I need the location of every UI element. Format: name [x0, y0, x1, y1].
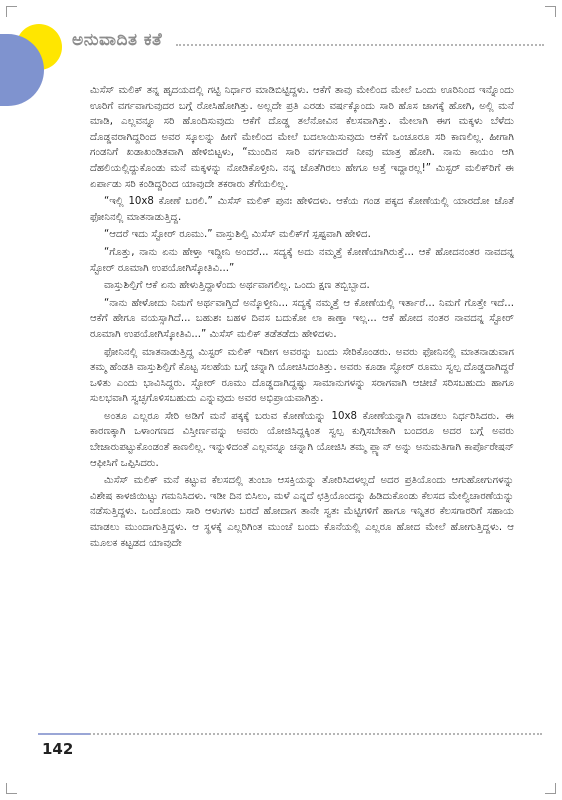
- footer-accent-line: [38, 733, 90, 735]
- paragraph: ಫೋನಿನಲ್ಲಿ ಮಾತನಾಡುತ್ತಿದ್ದ ಮಿಸ್ಟರ್ ಮಲಿಕ್ ಇದೀಗ ಅವರನ್ನು ಬಂದು ಸೇರಿಕೊಂಡರು. ಅವರು ಫೋನಿನಲ್ಲಿ ಮಾತನಾಡುವಾಗ ತಮ್ಮ ಹೆಂಡತಿ ವಾಸ್ತುಶಿಲ್ಪಿಗೆ ಕೊಟ್ಟ ಸಲಹೆಯ ಬಗ್ಗೆ ಚನ್ನಾಗಿ ಯೋಚಿಸಿದಂತಿತ್ತು. ಅವರು ಕೂಡಾ ಸ್ಟೋರ್ ರೂಮು ಸ್ವಲ್ಪ ದೊಡ್ಡದಾಗಿದ್ದರೆ ಒಳಿತು ಎಂದು ಭಾವಿಸಿದ್ದರು. ಸ್ಟೋರ್ ರೂಮು ದೊಡ್ಡದಾಗಿದ್ದಷ್ಟು ಸಾಮಾನುಗಳನ್ನು ಸರಾಗವಾಗಿ ಆಚೀಚೆ ಸರಿಸಬಹುದು ಹಾಗೂ ಸುಲಭವಾಗಿ ಸ್ವಚ್ಛಗೊಳಿಸಬಹುದು ಎನ್ನುವುದು ಅವರ ಅಭಿಪ್ರಾಯವಾಗಿತ್ತು.: [90, 346, 514, 405]
- paragraph: “ಇಲ್ಲಿ 10x8 ಕೋಣೆ ಬರಲಿ.” ಮಿಸೆಸ್ ಮಲಿಕ್ ಪುನಃ ಹೇಳಿದಳು. ಆಕೆಯ ಗಂಡ ಪಕ್ಕದ ಕೋಣೆಯಲ್ಲಿ ಯಾರದೋ ಜೊತೆ ಫೋನಿನಲ್ಲಿ ಮಾತನಾಡುತ್ತಿದ್ದ.: [90, 196, 514, 223]
- paragraph: “ನಾನು ಹೇಳೋದು ನಿಮಗೆ ಅರ್ಥವಾಗ್ತಿದೆ ಅನ್ಕೊಳ್ತೀನಿ... ಸದ್ಯಕ್ಕೆ ನಮ್ಮತ್ತೆ ಆ ಕೋಣೆಯಲ್ಲಿ ಇರ್ತಾರೆ... ನಿಮಗೆ ಗೊತ್ತೇ ಇದೆ... ಆಕೆಗೆ ಹೇಗೂ ವಯಸ್ಸಾಗಿದೆ... ಬಹುಶಃ ಬಹಳ ದಿವಸ ಬದುಕೋ ಲಾ ಕಾಣ್ತಾ ಇಲ್ಲ... ಆಕೆ ಹೋದ ನಂತರ ನಾವದನ್ನ ಸ್ಟೋರ್ ರೂಮಾಗಿ ಉಪಯೋಗಿಸ್ಕೋತಿವಿ...” ಮಿಸೆಸ್ ಮಲಿಕ್ ತಡೆತಡೆದು ಹೇಳಿದಳು.: [90, 297, 514, 340]
- paragraph: “ಆದರೆ ಇದು ಸ್ಟೋರ್ ರೂಮು.” ವಾಸ್ತುಶಿಲ್ಪಿ ಮಿಸೆಸ್ ಮಲಿಕ್‌ಗೆ ಸ್ಪಷ್ಟವಾಗಿ ಹೇಳಿದ.: [104, 229, 371, 241]
- header-dotted-rule: [176, 44, 544, 46]
- paragraph: ವಾಸ್ತುಶಿಲ್ಪಿಗೆ ಆಕೆ ಏನು ಹೇಳುತ್ತಿದ್ದಾಳೆಂದು ಅರ್ಥವಾಗಲಿಲ್ಲ. ಒಂದು ಕ್ಷಣ ತಬ್ಬಿಬ್ಬಾದ.: [104, 280, 370, 292]
- crop-mark-bottom-left: [6, 783, 17, 794]
- crop-mark-bottom-right: [545, 783, 556, 794]
- paragraph: ಮಿಸೆಸ್ ಮಲಿಕ್ ಮನೆ ಕಟ್ಟುವ ಕೆಲಸದಲ್ಲಿ ತುಂಬಾ ಆಸಕ್ತಿಯನ್ನು ತೋರಿಸಿದಳಲ್ಲದೆ ಅದರ ಪ್ರತಿಯೊಂದು ಆಗುಹೋಗುಗಳನ್ನು ವಿಶೇಷ ಕಾಳಜಿಯಿಟ್ಟು ಗಮನಿಸಿದಳು. ಇಡೀ ದಿನ ಬಿಸಿಲು, ಮಳೆ ಎನ್ನದೆ ಛತ್ರಿಯೊಂದನ್ನು ಹಿಡಿದುಕೊಂಡು ಕೆಲಸದ ಮೇಲ್ವಿಚಾರಣೆಯನ್ನು ನಡೆಸುತ್ತಿದ್ದಳು. ಒಂದೊಂದು ಸಾರಿ ಆಳುಗಳು ಬರದೆ ಹೋದಾಗ ತಾನೇ ಸ್ವತಃ ಮೆಟ್ಟಿಗಳಿಗೆ ಹಾಗೂ ಇನ್ನಿತರ ಕೆಲಸಗಾರರಿಗೆ ಸಹಾಯ ಮಾಡಲು ಮುಂದಾಗುತ್ತಿದ್ದಳು. ಆ ಸ್ಥಳಕ್ಕೆ ಎಲ್ಲರಿಗಿಂತ ಮುಂಚೆ ಬಂದು ಕೊನೆಯಲ್ಲಿ ಎಲ್ಲರೂ ಹೋದ ಮೇಲೆ ಹೋಗುತ್ತಿದ್ದಳು. ಆ ಮೂಲಕ ಕಟ್ಟಡದ ಯಾವುದೇ: [90, 475, 514, 549]
- crop-mark-top-right: [545, 6, 556, 17]
- page-number: 142: [42, 740, 74, 758]
- paragraph: ಅಂತೂ ಎಲ್ಲರೂ ಸೇರಿ ಅಡಿಗೆ ಮನೆ ಪಕ್ಕಕ್ಕೆ ಬರುವ ಕೋಣೆಯನ್ನು 10x8 ಕೋಣೆಯನ್ನಾಗಿ ಮಾಡಲು ನಿರ್ಧರಿಸಿದರು. ಈ ಕಾರಣಕ್ಕಾಗಿ ಒಳಾಂಗಣದ ವಿಸ್ತೀರ್ಣವನ್ನು ಅವರು ಯೋಜಿಸಿದ್ದಕ್ಕಿಂತ ಸ್ವಲ್ಪ ಕುಗ್ಗಿಸಬೇಕಾಗಿ ಬಂದರೂ ಅದರ ಬಗ್ಗೆ ಅವರು ಬೇಜಾರುಪಟ್ಟುಕೊಂಡಂತೆ ಕಾಣಲಿಲ್ಲ. ಇನ್ನುಳಿದಂತೆ ಎಲ್ಲವನ್ನೂ ಚನ್ನಾಗಿ ಯೋಜಿಸಿ ತಮ್ಮ ಪ್ಲ್ಯಾನ್ ಅನ್ನು ಅನುಮತಿಗಾಗಿ ಕಾರ್ಪೊರೇಷನ್ ಆಫೀಸಿಗೆ ಒಪ್ಪಿಸಿದರು.: [90, 410, 514, 469]
- paragraph: ಮಿಸೆಸ್ ಮಲಿಕ್ ತನ್ನ ಹೃದಯದಲ್ಲಿ ಗಟ್ಟಿ ನಿರ್ಧಾರ ಮಾಡಿಬಿಟ್ಟಿದ್ದಳು. ಆಕೆಗೆ ತಾವು ಮೇಲಿಂದ ಮೇಲೆ ಒಂದು ಊರಿನಿಂದ ಇನ್ನೊಂದು ಊರಿಗೆ ವರ್ಗವಾಗುವುದರ ಬಗ್ಗೆ ರೋಸಿಹೋಗಿತ್ತು. ಅಲ್ಲದೇ ಪ್ರತಿ ಎರಡು ವರ್ಷಕ್ಕೊಂದು ಸಾರಿ ಹೊಸ ಜಾಗಕ್ಕೆ ಹೋಗಿ, ಅಲ್ಲಿ ಮನೆ ಮಾಡಿ, ಎಲ್ಲವನ್ನೂ ಸರಿ ಹೊಂದಿಸುವುದು ಆಕೆಗೆ ದೊಡ್ಡ ತಲೆನೋವಿನ ಕೆಲಸವಾಗಿತ್ತು. ಮೇಲಾಗಿ ಈಗ ಮಕ್ಕಳು ಬೆಳೆದು ದೊಡ್ಡವರಾಗಿದ್ದರಿಂದ ಅವರ ಸ್ಕೂಲನ್ನು ಹೀಗೆ ಮೇಲಿಂದ ಮೇಲೆ ಬದಲಾಯಿಸುವುದು ಆಕೆಗೆ ಒಂಚೂರೂ ಸರಿ ಕಾಣಲಿಲ್ಲ. ಹೀಗಾಗಿ ಗಂಡನಿಗೆ ಖಡಾಖಂಡಿತವಾಗಿ ಹೇಳಿಬಿಟ್ಟಳು, “ಮುಂದಿನ ಸಾರಿ ವರ್ಗವಾದರೆ ನೀವು ಮಾತ್ರ ಹೋಗಿ. ನಾನು ಕಾಯಂ ಆಗಿ ದೆಹಲಿಯಲ್ಲಿದ್ದುಕೊಂಡು ಮನೆ ಮಕ್ಕಳನ್ನು ನೋಡಿಕೊಳ್ತೀನಿ. ನನ್ನ ಜೊತೆಗಿರಲು ಹೇಗೂ ಅತ್ತೆ ಇದ್ದಾರಲ್ಲ!” ಮಿಸ್ಟರ್ ಮಲಿಕ್‌ರಿಗೆ ಈ ಏರ್ಪಾಡು ಸರಿ ಕಂಡಿದ್ದರಿಂದ ಯಾವುದೇ ತಕರಾರು ತೆಗೆಯಲಿಲ್ಲ.: [90, 85, 514, 190]
- section-title: ಅನುವಾದಿತ ಕತೆ: [72, 30, 163, 50]
- footer-dotted-rule: [38, 733, 542, 735]
- story-body: [90, 83, 514, 553]
- crop-mark-top-left: [6, 6, 17, 17]
- paragraph: “ಗೊತ್ತು, ನಾನು ಏನು ಹೇಳ್ತಾ ಇದ್ದೀನಿ ಅಂದರೆ... ಸದ್ಯಕ್ಕೆ ಅದು ನಮ್ಮತ್ತೆ ಕೋಣೆಯಾಗಿರುತ್ತೆ... ಆಕೆ ಹೋದನಂತರ ನಾವದನ್ನ ಸ್ಟೋರ್ ರೂಮಾಗಿ ಉಪಯೋಗಿಸ್ಕೋತಿವಿ...”: [90, 246, 514, 274]
